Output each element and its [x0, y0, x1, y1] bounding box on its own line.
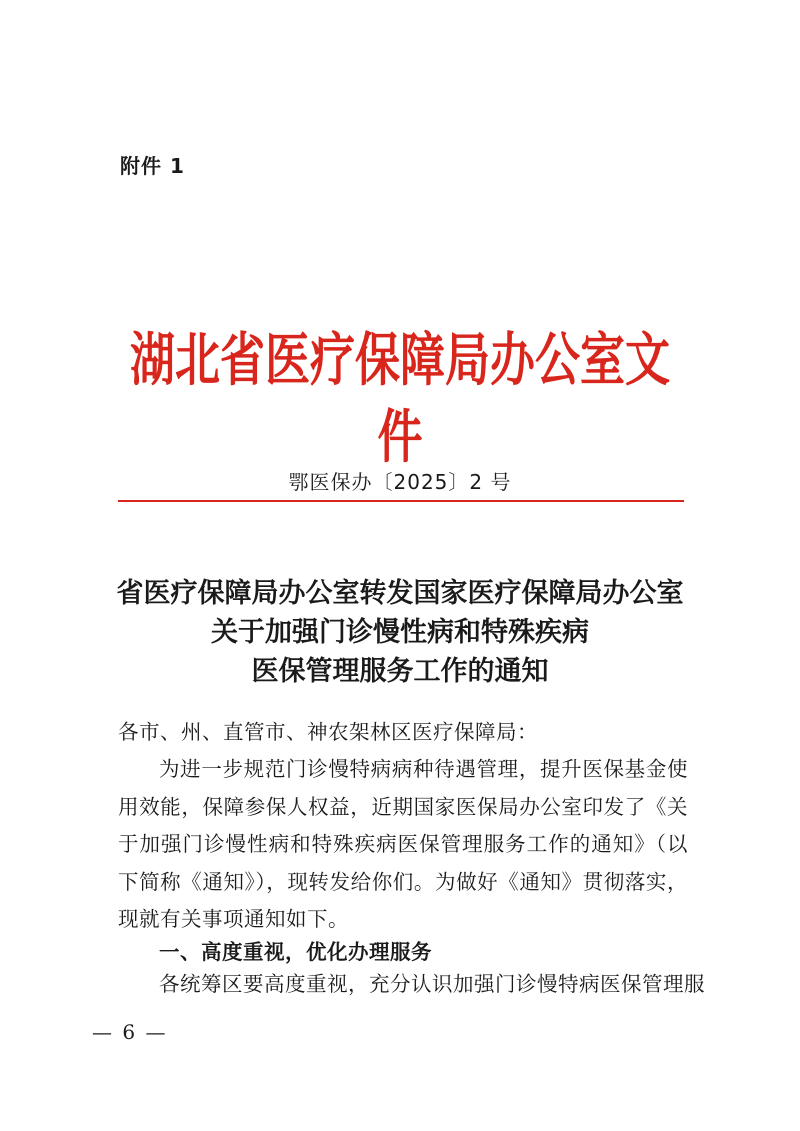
notice-title-line-2: 关于加强门诊慢性病和特殊疾病 — [211, 617, 589, 648]
document-number: 鄂医保办〔2025〕2 号 — [288, 470, 512, 494]
notice-title-line-1: 省医疗保障局办公室转发国家医疗保障局办公室 — [116, 578, 684, 609]
section-paragraph: 各统筹区要高度重视，充分认识加强门诊慢特病医保管理服 — [159, 972, 705, 996]
page-number: — 6 — — [92, 1020, 168, 1044]
red-divider-line — [118, 500, 684, 502]
section-paragraph-block — [118, 966, 705, 1004]
masthead-title: 湖北省医疗保障局办公室文件 — [129, 325, 670, 471]
body-paragraph-block — [118, 751, 688, 939]
notice-title-line-3: 医保管理服务工作的通知 — [251, 656, 549, 687]
notice-title — [100, 574, 700, 691]
section-heading: 一、高度重视，优化办理服务 — [159, 940, 432, 964]
attachment-label: 附件 1 — [120, 154, 185, 178]
salutation-text: 各市、州、直管市、神农架林区医疗保障局： — [118, 720, 538, 744]
body-paragraph: 为进一步规范门诊慢特病病种待遇管理，提升医保基金使用效能，保障参保人权益，近期国家医保局办公室印发了《关于加强门诊慢性病和特殊疾病医保管理服务工作的通知》（以下简称《通知》），现转发给你们。为做好《通知》贯彻落实，现就有关事项通知如下。 — [118, 757, 688, 931]
salutation — [118, 714, 688, 752]
